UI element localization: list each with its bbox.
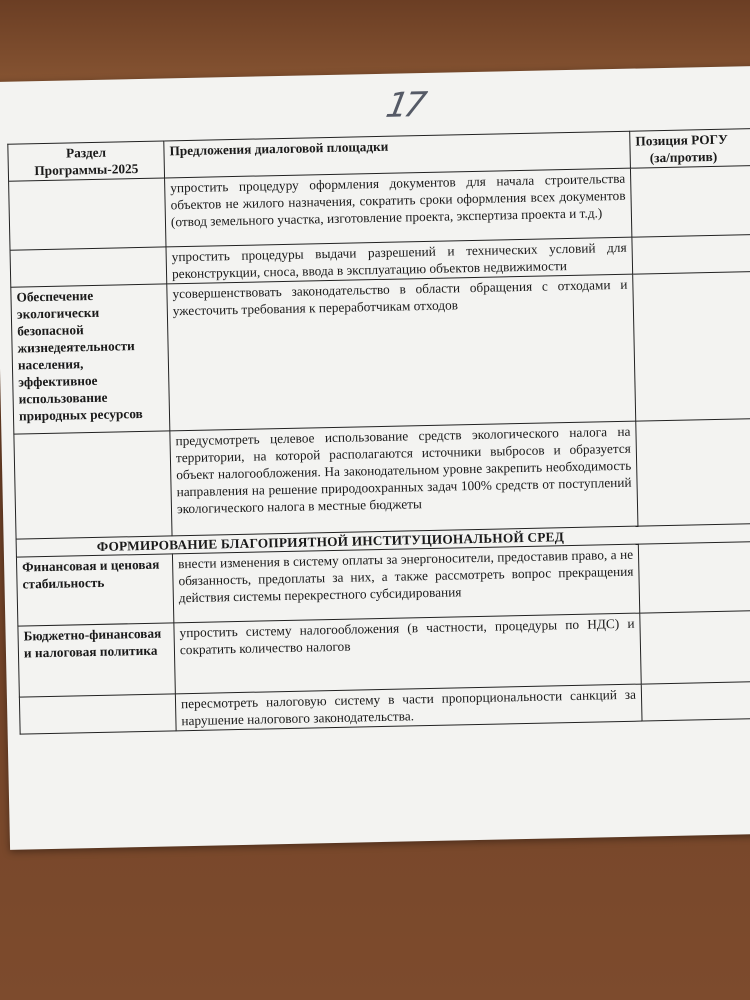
section-cell <box>14 431 172 539</box>
table-row <box>14 418 750 539</box>
section-cell <box>9 178 166 250</box>
table-row <box>11 271 750 434</box>
proposal-cell: внести изменения в систему оплаты за энергоносители, предоставив право, а не обязанность, предоплаты за них, а также рассмотреть вопрос прекращения действия системы перекрестного субсидирования <box>172 544 639 623</box>
position-cell <box>633 271 750 421</box>
position-cell <box>638 541 750 613</box>
section-cell <box>19 694 176 734</box>
section-cell <box>10 247 167 287</box>
position-cell <box>641 681 750 721</box>
proposal-cell: упростить процедуры выдачи разрешений и технических условий для реконструкции, сноса, ввода в эксплуатацию объектов недвижимости <box>166 237 633 284</box>
proposal-cell: усовершенствовать законодательство в области обращения с отходами и ужесточить требования к переработчикам отходов <box>167 274 636 431</box>
header-position <box>630 128 750 168</box>
section-cell: Бюджетно-финансовая и налоговая политика <box>18 623 175 697</box>
proposal-cell: предусмотреть целевое использование средств экологического налога на территории, на которой располагаются источники выбросов и образуется объект налогообложения. На законодательном уровне закрепить необходимость направления на решение природоохранных задач 100% средств от поступлений экологического налога в местные бюджеты <box>170 421 638 536</box>
handwritten-page-number: 17 <box>382 84 426 126</box>
proposal-cell: упростить систему налогообложения (в частности, процедуры по НДС) и сократить количество налогов <box>174 613 641 694</box>
header-section <box>8 141 165 181</box>
document-page <box>0 66 750 850</box>
header-section-line2: Программы-2025 <box>34 160 139 179</box>
position-cell <box>640 610 750 684</box>
header-position-line1: Позиция РОГУ <box>635 131 728 149</box>
proposals-table <box>7 128 750 735</box>
proposal-cell: упростить процедуру оформления документов для начала строительства объектов не жилого назначения, сократить сроки оформления всех документов (отвод земельного участка, изготовление проекта, экспертиза проекта и т.д.) <box>165 168 632 247</box>
section-cell: Финансовая и ценовая стабильность <box>16 554 173 626</box>
section-cell: Обеспечение экологически безопасной жизнедеятельности населения, эффективное использование природных ресурсов <box>11 284 170 434</box>
section-heading: ФОРМИРОВАНИЕ БЛАГОПРИЯТНОЙ ИНСТИТУЦИОНАЛЬНОЙ СРЕД <box>16 523 750 557</box>
proposal-cell: пересмотреть налоговую систему в части пропорциональности санкций за нарушение налогового законодательства. <box>175 684 642 731</box>
header-position-line2: (за/против) <box>649 148 718 166</box>
position-cell <box>632 234 750 274</box>
header-proposals: Предложения диалоговой площадки <box>164 131 631 178</box>
header-section-line1: Раздел <box>65 144 107 161</box>
position-cell <box>636 418 750 526</box>
position-cell <box>630 165 750 237</box>
